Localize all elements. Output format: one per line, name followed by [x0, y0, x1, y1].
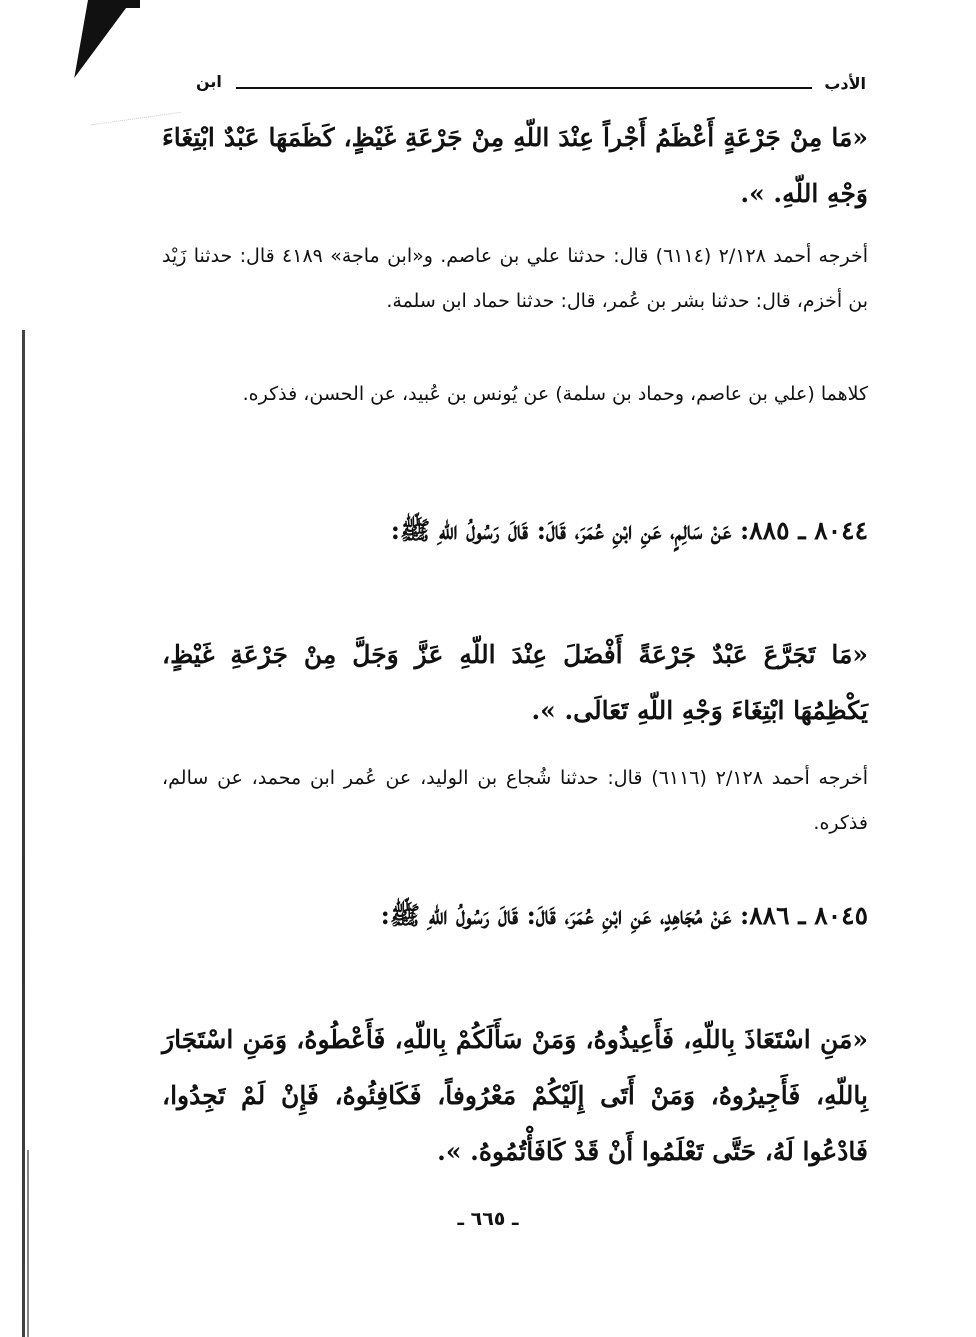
running-header: [196, 70, 866, 100]
hadith-heading-8045: ٨٠٤٥ ـ ٨٨٦: عَنْ مُجَاهِدٍ، عَنِ ابْنِ عُمَرَ، قَالَ: قَالَ رَسُولُ اللّهِ ﷺ:: [380, 901, 868, 930]
hadith-heading-8044: ٨٠٤٤ ـ ٨٨٥: عَنْ سَالِمٍ، عَنِ ابْنِ عُمَرَ، قَالَ: قَالَ رَسُولُ اللّهِ ﷺ:: [390, 516, 868, 545]
hadith-text-8044: «مَا تَجَرَّعَ عَبْدٌ جَرْعَةً أَفْضَلَ عِنْدَ اللّهِ عَزَّ وَجَلَّ مِنْ جَرْعَةِ غَيْظٍ، يَكْظِمُهَا ابْتِغَاءَ وَجْهِ اللّهِ تَعَالَى. ».: [162, 640, 868, 725]
header-section-title: الأدب: [824, 74, 866, 93]
hadith-text-1: «مَا مِنْ جَرْعَةٍ أَعْظَمُ أَجْراً عِنْدَ اللّهِ مِنْ جَرْعَةِ غَيْظٍ، كَظَمَهَا عَبْدٌ ابْتِغَاءَ وَجْهِ اللّهِ. ».: [162, 123, 868, 208]
hadith-text-8045: «مَنِ اسْتَعَاذَ بِاللّهِ، فَأَعِيذُوهُ، وَمَنْ سَأَلَكُمْ بِاللّهِ، فَأَعْطُوهُ، وَمَنِ اسْتَجَارَ بِاللّهِ، فَأَجِيرُوهُ، وَمَنْ أَتَى إِلَيْكُمْ مَعْرُوفاً، فَكَافِئُوهُ، فَإِنْ لَمْ تَجِدُوا، فَادْعُوا لَهُ، حَتَّى تَعْلَمُوا أَنْ قَدْ كَافَأْتُمُوهُ. ».: [162, 1025, 868, 1166]
binding-shadow-line-secondary: [27, 1150, 29, 1337]
header-book-name: ابن: [196, 72, 222, 91]
takhrij-1-continued: كلاهما (علي بن عاصم، وحماد بن سلمة) عن يُونس بن عُبيد، عن الحسن، فذكره.: [242, 383, 868, 405]
takhrij-1: أخرجه أحمد ٢/١٢٨ (٦١١٤) قال: حدثنا علي بن عاصم. و«ابن ماجة» ٤١٨٩ قال: حدثنا زَيْد بن أخزم، قال: حدثنا بشر بن عُمر، قال: حدثنا حماد ابن سلمة.: [162, 245, 868, 312]
header-rule: [236, 87, 812, 89]
takhrij-8044: أخرجه أحمد ٢/١٢٨ (٦١١٦) قال: حدثنا شُجاع بن الوليد، عن عُمر ابن محمد، عن سالم، فذكره.: [162, 767, 868, 834]
page-number: ـ ٦٦٥ ـ: [457, 1208, 519, 1230]
binding-shadow-line: [22, 330, 25, 1337]
scan-corner-mark-triangle: [74, 0, 132, 78]
